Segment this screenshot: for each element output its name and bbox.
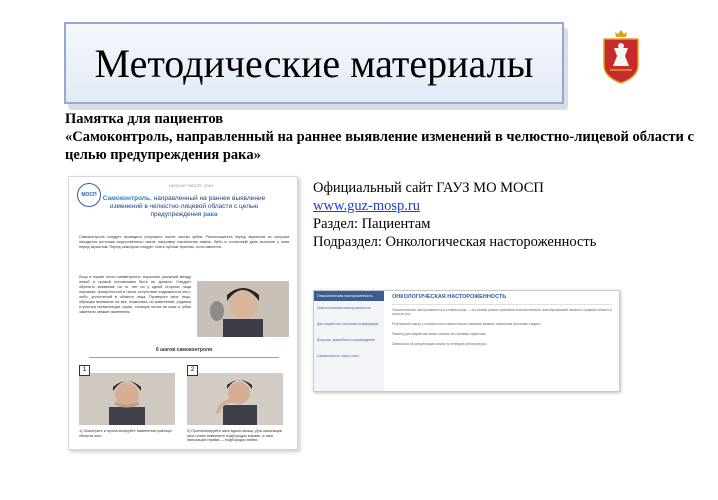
step-2-caption: 2) Пропальпируйте шею вдоль мышц. Для пальпации шеи слева поверните подбородок вправо, а шеи пальпации справа — подбородок влево. [187, 429, 282, 443]
doc-step-2-photo [187, 373, 283, 425]
leaflet-title: «Самоконтроль, направленный на раннее выявление изменений в челюстно-лицевой области с целью предупреждения рака» [65, 129, 694, 163]
doc-title-highlight-2: рака [203, 211, 218, 218]
section-label: Раздел: Пациентам [313, 216, 431, 232]
site-paragraph: Записаться на консультацию можно по телефону регистратуры. [392, 342, 487, 346]
doc-title-middle: , направленный на раннее выявление изменений в челюстно-лицевой области с целью предупреждения [109, 195, 266, 218]
doc-date: ГАУЗ МО "МОСП", 2019 [169, 183, 214, 188]
leaflet-label: Памятка для пациентов [65, 111, 224, 127]
step-1-number: 1 [79, 365, 90, 376]
site-page-heading: ОНКОЛОГИЧЕСКАЯ НАСТОРОЖЕННОСТЬ [392, 294, 507, 300]
mosp-logo: МОСП [77, 183, 101, 207]
step-2-number: 2 [187, 365, 198, 376]
doc-step-1-photo [79, 373, 175, 425]
slide-title: Методические материалы [94, 41, 534, 86]
site-sidebar-item[interactable]: Вопросы: врачебное сопровождение [317, 338, 376, 342]
doc-paragraph-2: Лицо в норме почти симметрично, взрослые различий между левой и правой половинами быть не должно. Следует обратить внимание на то, нет ли у одной стороны лица опухания, припухлостей в ткани, отсутствие подвижности чего-либо, уплотнений в области лица. Проверьте свое лицо, обращая внимание на все, появились ли изменения, родинки и участки пигментации, корки, стоящие пятна на коже и губах заметили свежие изменения. [79, 275, 191, 314]
doc-paragraph-1: Самоконтроль следует проводить регулярно после чистки зубов. Расположитесь перед зеркалом из которым находится источник искусственного света, например настольная лампа. Либо в солнечный день встаньте у окна перед зеркалом. Перед осмотром следует снять зубные протезы, если имеются. [79, 235, 289, 249]
subsection-label: Подраздел: Онкологическая настороженность [313, 234, 597, 250]
site-sidebar-item[interactable]: Онкологическая настороженность [317, 306, 371, 310]
site-sidebar-item[interactable]: Самоконтроль лица и шеи [317, 354, 359, 358]
doc-title [99, 195, 269, 219]
site-paragraph: Памятку для пациентов можно скачать на странице отделения. [392, 332, 487, 336]
doc-steps-divider [89, 357, 279, 358]
website-screenshot [313, 290, 620, 392]
title-banner [64, 22, 564, 104]
site-paragraph: Онкологическая настороженность в стоматологии — это знание ранних признаков злокачественных новообразований челюстно-лицевой области и полости рта. [392, 308, 612, 316]
coat-of-arms-icon [596, 26, 646, 86]
site-url-link[interactable]: www.guz-mosp.ru [313, 198, 420, 214]
doc-title-highlight-1: Самоконтроль [102, 195, 150, 202]
site-sidebar-header: Онкологическая настороженность [314, 291, 384, 301]
site-heading-divider [392, 304, 612, 305]
site-sidebar-item[interactable]: Для пациентов: полезная информация [317, 322, 379, 326]
doc-steps-title: 6 шагов самоконтроля [156, 347, 212, 353]
doc-photo-woman-mirror [197, 281, 289, 337]
site-paragraph: Регулярный осмотр у стоматолога и самоконтроль помогают выявить изменения на ранних стадиях. [392, 322, 542, 326]
step-1-caption: 1) Осмотрите и пропальпируйте изменения границы области шеи [79, 429, 172, 438]
banner-panel [64, 22, 564, 104]
site-label: Официальный сайт ГАУЗ МО МОСП [313, 180, 544, 196]
leaflet-preview [68, 176, 298, 450]
